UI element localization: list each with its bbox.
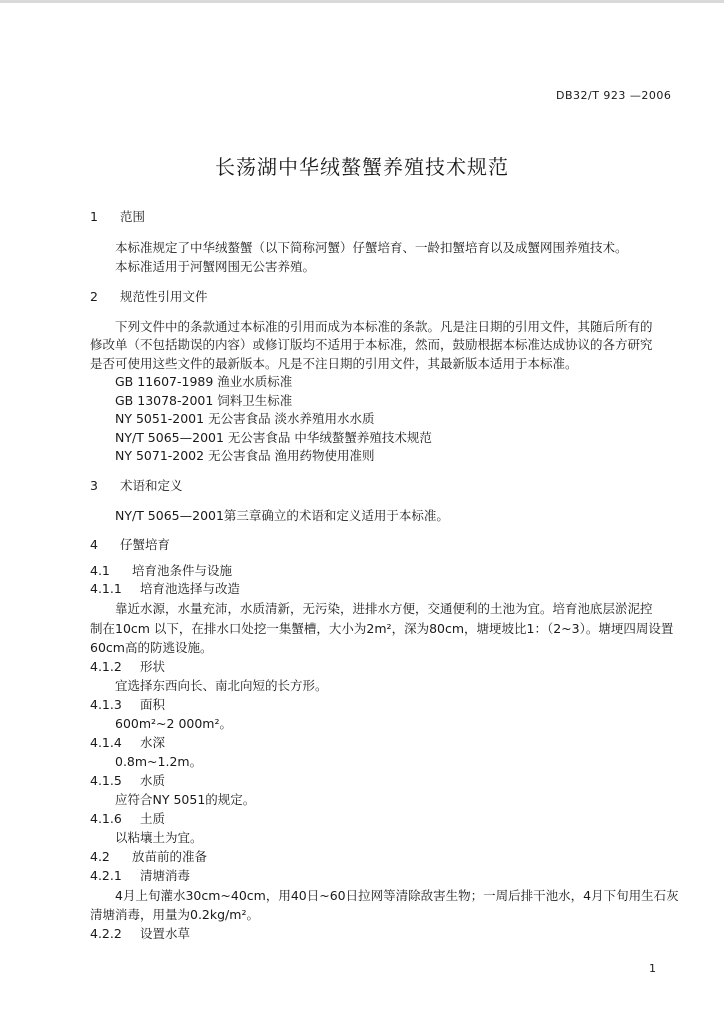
paragraph-line: 清塘消毒，用量为0.2kg/m²。 — [90, 907, 259, 922]
reference-item: NY 5051-2001 无公害食品 淡水养殖用水水质 — [115, 411, 375, 426]
subsection-heading: 4.1.5 水质 — [90, 773, 166, 788]
scan-top-edge — [0, 0, 724, 3]
paragraph-line: 以粘壤土为宜。 — [115, 830, 203, 845]
paragraph-line: 本标准适用于河蟹网围无公害养殖。 — [115, 259, 316, 274]
paragraph-line: 60cm高的防逃设施。 — [90, 640, 213, 655]
subsection-heading: 4.1.1 培育池选择与改造 — [90, 581, 241, 596]
reference-item: NY/T 5065—2001 无公害食品 中华绒螯蟹养殖技术规范 — [115, 430, 432, 445]
section-heading-terms: 3 术语和定义 — [90, 478, 183, 493]
section-heading-scope: 1 范围 — [90, 209, 146, 224]
reference-item: NY 5071-2002 无公害食品 渔用药物使用准则 — [115, 448, 375, 463]
section-heading-juvenile-crab: 4 仔蟹培育 — [90, 537, 171, 552]
reference-item: GB 13078-2001 饲料卫生标准 — [115, 393, 293, 408]
subsection-heading: 4.2.2 设置水草 — [90, 926, 191, 941]
paragraph-line: NY/T 5065—2001第三章确立的术语和定义适用于本标准。 — [115, 508, 449, 523]
paragraph-line: 靠近水源，水量充沛，水质清新，无污染，进排水方便，交通便利的土池为宜。培育池底层淤泥控 — [115, 601, 653, 616]
paragraph-line: 600m²~2 000m²。 — [115, 716, 232, 731]
document-title: 长荡湖中华绒螯蟹养殖技术规范 — [215, 155, 509, 179]
subsection-heading: 4.2.1 清塘消毒 — [90, 868, 191, 883]
page-number: 1 — [649, 962, 656, 975]
section-heading-normative-references: 2 规范性引用文件 — [90, 289, 208, 304]
subsection-heading: 4.1.3 面积 — [90, 697, 166, 712]
standard-code: DB32/T 923 —2006 — [556, 89, 672, 102]
subsection-heading: 4.1.2 形状 — [90, 659, 166, 674]
paragraph-line: 4月上旬灌水30cm~40cm，用40日~60日拉网等清除敌害生物；一周后排干池水，4月下旬用生石灰 — [115, 888, 679, 903]
paragraph-line: 修改单（不包括勘误的内容）或修订版均不适用于本标准，然而，鼓励根据本标准达成协议的各方研究 — [90, 337, 653, 352]
paragraph-line: 下列文件中的条款通过本标准的引用而成为本标准的条款。凡是注日期的引用文件，其随后所有的 — [115, 319, 653, 334]
paragraph-line: 0.8m~1.2m。 — [115, 754, 203, 769]
subsection-heading: 4.2 放苗前的准备 — [90, 849, 208, 864]
subsection-heading: 4.1.6 土质 — [90, 811, 166, 826]
subsection-heading: 4.1 培育池条件与设施 — [90, 563, 233, 578]
reference-item: GB 11607-1989 渔业水质标准 — [115, 374, 293, 389]
paragraph-line: 宜选择东西向长、南北向短的长方形。 — [115, 678, 328, 693]
paragraph-line: 制在10cm 以下，在排水口处挖一集蟹槽，大小为2m²，深为80cm，塘埂坡比1：（2~3）。塘埂四周设置 — [90, 621, 674, 636]
paragraph-line: 本标准规定了中华绒螯蟹（以下简称河蟹）仔蟹培育、一龄扣蟹培育以及成蟹网围养殖技术。 — [115, 240, 628, 255]
paragraph-line: 应符合NY 5051的规定。 — [115, 792, 256, 807]
subsection-heading: 4.1.4 水深 — [90, 735, 166, 750]
paragraph-line: 是否可使用这些文件的最新版本。凡是不注日期的引用文件，其最新版本适用于本标准。 — [90, 356, 578, 371]
